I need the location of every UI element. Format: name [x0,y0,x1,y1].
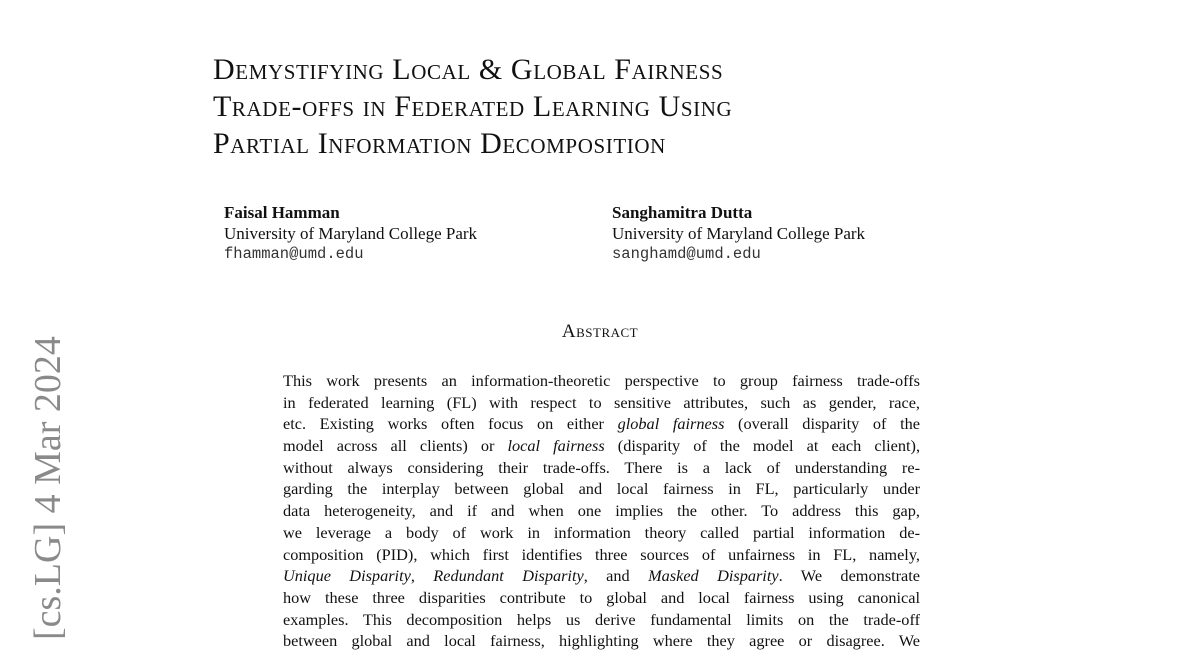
abstract-line: This work presents an information-theoretic perspective to group fairness trade-offs [283,371,920,390]
abstract-line: examples. This decomposition helps us derive fundamental limits on the trade-off [283,609,920,629]
abstract-text: (overall disparity of the [724,414,920,434]
author-email[interactable]: sanghamd@umd.edu [612,245,761,263]
abstract-line: data heterogeneity, and if and when one implies the other. To address this gap, [283,501,920,521]
abstract-line: without always considering their trade-offs. There is a lack of understanding re- [283,457,920,477]
abstract-emphasis: Redundant Disparity [433,566,584,586]
abstract-emphasis: local fairness [507,436,605,456]
author-email[interactable]: fhamman@umd.edu [224,245,364,263]
abstract-text: , [410,566,434,586]
abstract-body [283,370,920,652]
author-affiliation: University of Maryland College Park [224,224,478,243]
abstract-line: between global and local fairness, highlighting where they agree or disagree. We [283,631,920,651]
abstract-line: garding the interplay between global and local fairness in FL, particularly under [283,479,920,499]
abstract-line: we leverage a body of work in information theory called partial information de- [283,522,920,542]
title-line: Trade-offs in Federated Learning Using [213,90,733,123]
author-block-2 [612,202,865,265]
abstract-emphasis: Masked Disparity [648,566,779,586]
author-name: Sanghamitra Dutta [612,203,753,222]
abstract-text: (disparity of the model at each client), [604,436,920,456]
abstract-text: , and [583,566,649,586]
title-line: Partial Information Decomposition [213,127,666,160]
abstract-heading: Abstract [561,321,639,342]
author-name: Faisal Hamman [224,203,340,222]
abstract-line: how these three disparities contribute to global and local fairness using canonical [283,587,920,607]
abstract-text: etc. Existing works often focus on either [283,414,618,434]
abstract-text: model across all clients) or [283,436,508,456]
title-line: Demystifying Local & Global Fairness [213,53,724,86]
abstract-line: in federated learning (FL) with respect to sensitive attributes, such as gender, race, [283,392,920,412]
abstract-line: composition (PID), which first identifies three sources of unfairness in FL, namely, [283,544,920,564]
abstract-emphasis: Unique Disparity [283,566,411,586]
paper-title [213,51,973,162]
abstract-text: . We demonstrate [778,566,920,586]
abstract-line [283,435,920,457]
author-block-1 [224,202,477,265]
abstract-emphasis: global fairness [617,414,725,434]
arxiv-side-label: [cs.LG] 4 Mar 2024 [27,336,69,640]
author-affiliation: University of Maryland College Park [612,224,866,243]
abstract-line [283,413,920,435]
abstract-line [283,565,920,587]
